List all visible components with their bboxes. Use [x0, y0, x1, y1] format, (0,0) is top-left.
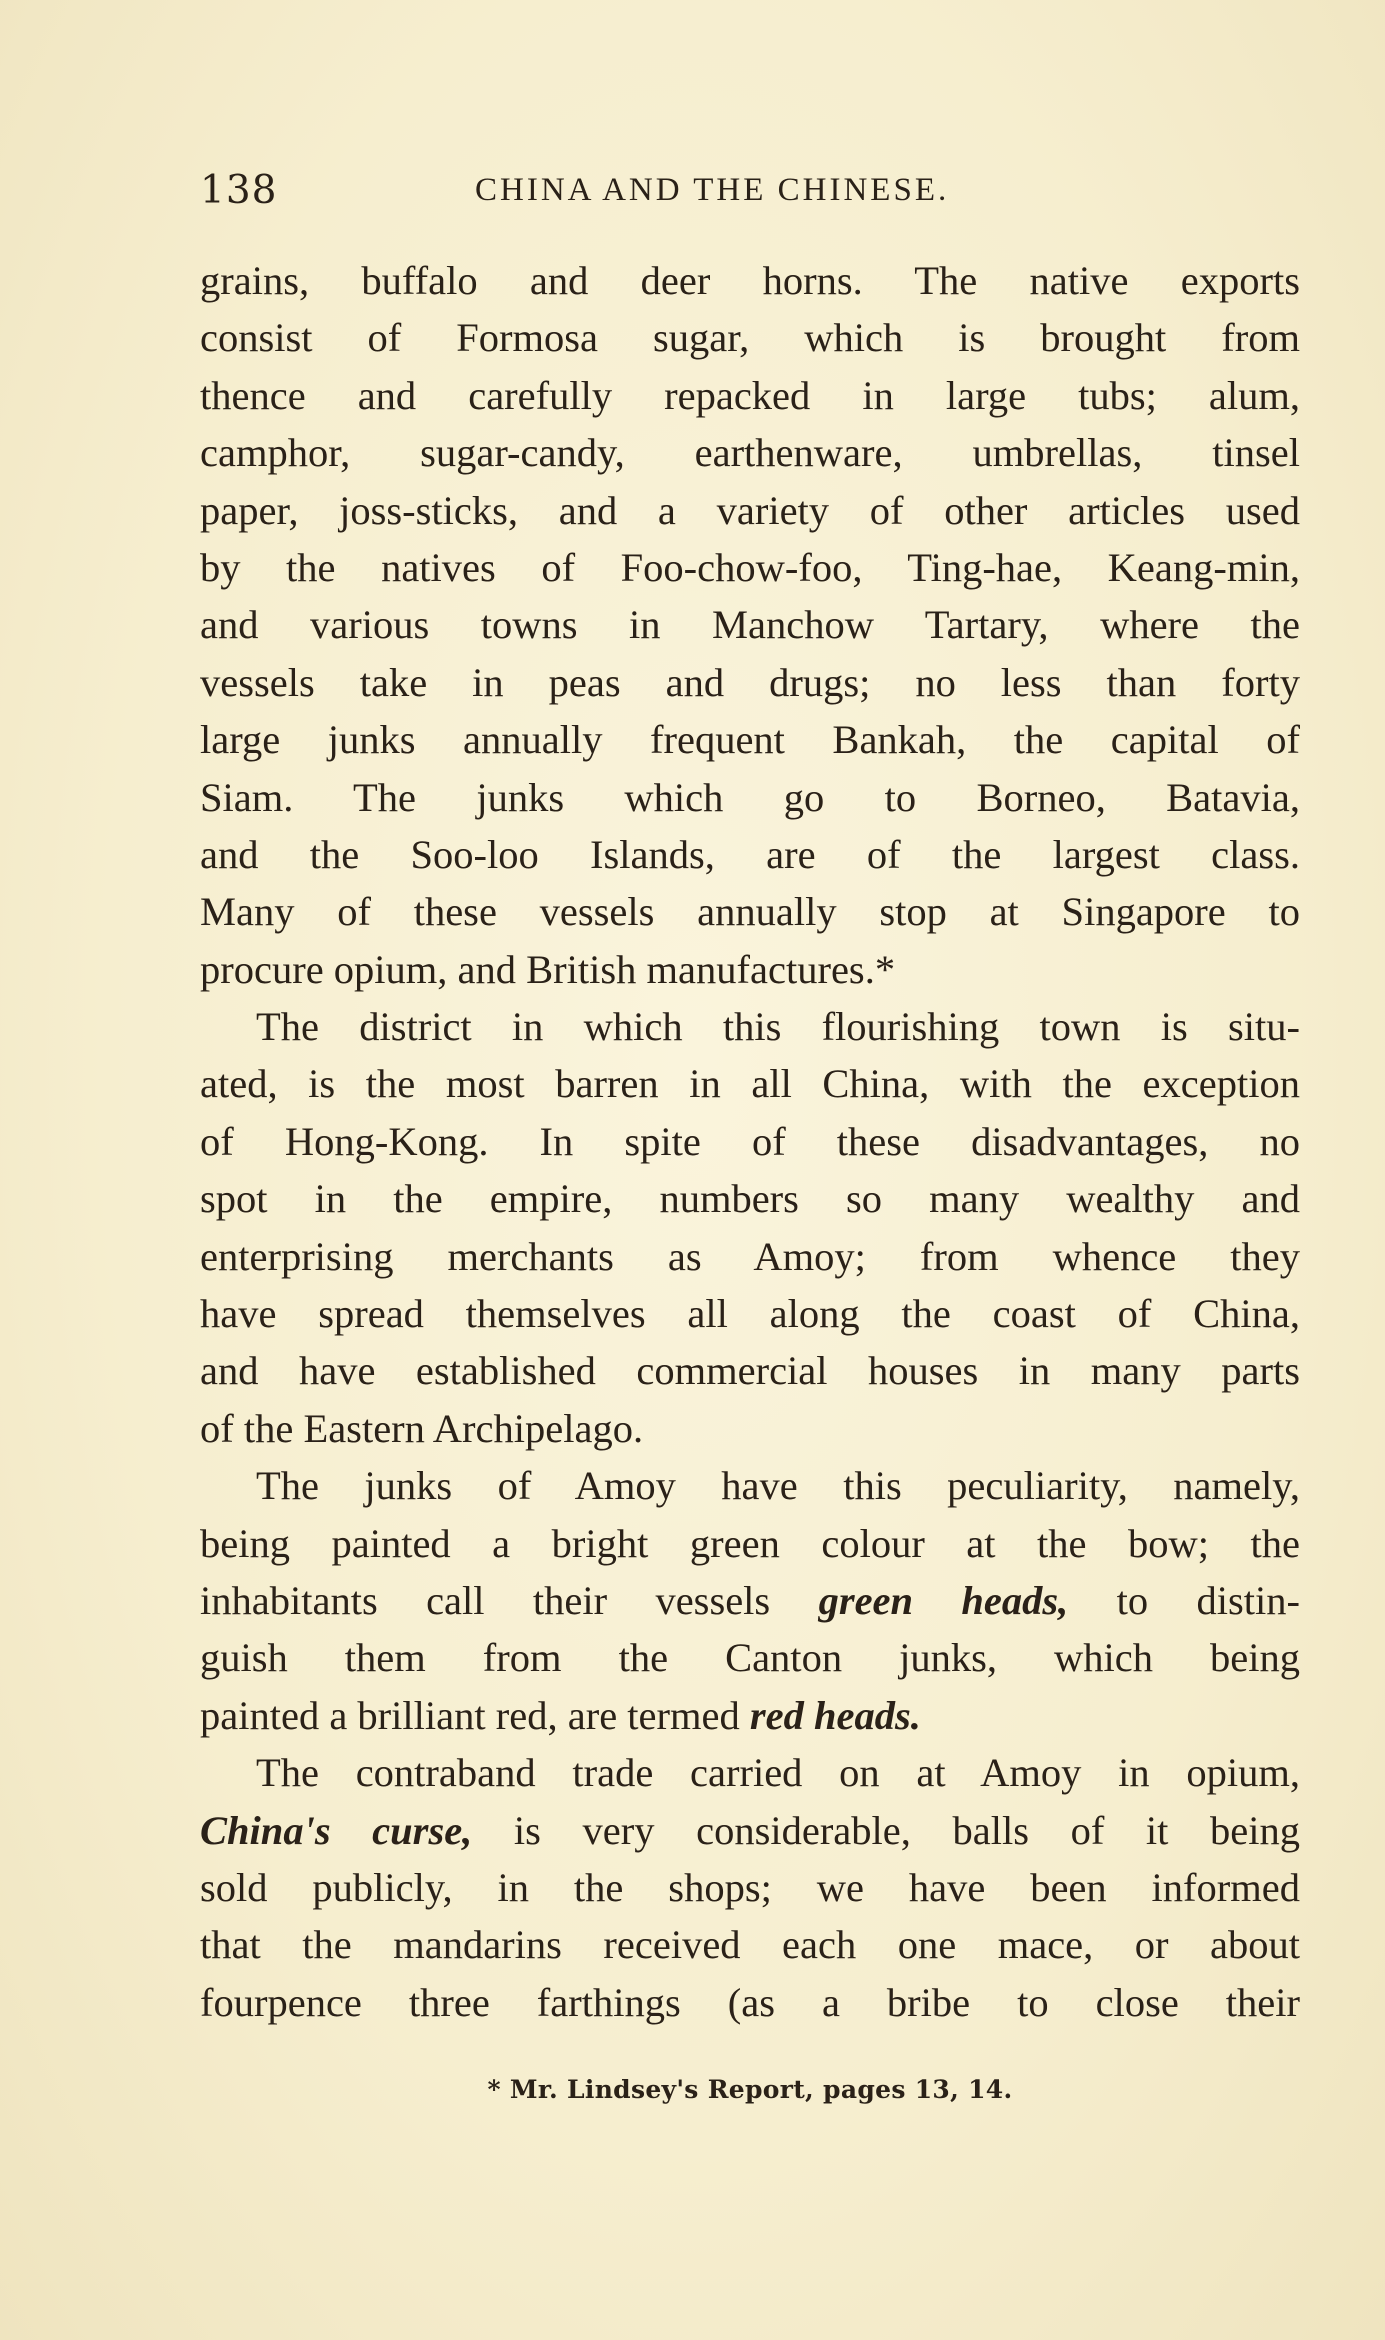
- italic-term: China's curse,: [200, 1807, 473, 1853]
- text-line: thence and carefully repacked in large tubs; alum,: [200, 372, 1300, 418]
- text-line: [200, 1802, 1300, 1859]
- text-line: have spread themselves all along the coast of China,: [200, 1291, 1300, 1337]
- text-line: sold publicly, in the shops; we have been informed: [200, 1864, 1300, 1910]
- text-line: [200, 1572, 1300, 1629]
- text-line: by the natives of Foo-chow-foo, Ting-hae, Keang-min,: [200, 544, 1300, 590]
- text-line: that the mandarins received each one mace, or about: [200, 1922, 1300, 1968]
- body-text: [200, 252, 1300, 2031]
- text-line: fourpence three farthings (as a bribe to close their: [200, 1979, 1300, 2025]
- text-line: camphor, sugar-candy, earthenware, umbrellas, tinsel: [200, 430, 1300, 476]
- text-line: guish them from the Canton junks, which being: [200, 1635, 1300, 1681]
- running-title: CHINA AND THE CHINESE.: [475, 172, 950, 208]
- text-line: and various towns in Manchow Tartary, where the: [200, 602, 1300, 648]
- text-line: grains, buffalo and deer horns. The native exports: [200, 258, 1300, 303]
- paragraph-start-line: The district in which this flourishing town is situ-: [256, 1004, 1300, 1050]
- text-line: large junks annually frequent Bankah, the capital of: [200, 717, 1300, 763]
- footnote: * Mr. Lindsey's Report, pages 13, 14.: [487, 2075, 1013, 2104]
- text-line: [200, 1687, 1300, 1744]
- text-line: of the Eastern Archipelago.: [200, 1405, 644, 1451]
- text-line: being painted a bright green colour at the bow; the: [200, 1520, 1300, 1566]
- page-number: 138: [200, 168, 278, 213]
- italic-term: green heads,: [818, 1577, 1069, 1623]
- text-line: Many of these vessels annually stop at Singapore to: [200, 889, 1300, 935]
- text-line: paper, joss-sticks, and a variety of other articles used: [200, 487, 1300, 533]
- paragraph-start-line: The contraband trade carried on at Amoy in opium,: [256, 1750, 1300, 1796]
- paragraph-start-line: The junks of Amoy have this peculiarity, namely,: [256, 1463, 1300, 1509]
- text-line: and the Soo-loo Islands, are of the largest class.: [200, 831, 1300, 877]
- page-header: [200, 168, 1300, 218]
- italic-term: red heads.: [749, 1692, 921, 1738]
- text-line: of Hong-Kong. In spite of these disadvantages, no: [200, 1118, 1300, 1164]
- line-segment: is very considerable, balls of it being: [513, 1807, 1301, 1853]
- text-line: procure opium, and British manufactures.*: [200, 946, 896, 992]
- text-line: enterprising merchants as Amoy; from whence they: [200, 1233, 1300, 1279]
- text-line: spot in the empire, numbers so many wealthy and: [200, 1176, 1300, 1222]
- text-line: ated, is the most barren in all China, with the exception: [200, 1061, 1300, 1107]
- line-segment: to distin-: [1116, 1577, 1301, 1623]
- text-line: consist of Formosa sugar, which is brought from: [200, 315, 1300, 361]
- text-line: and have established commercial houses in many parts: [200, 1348, 1300, 1394]
- text-line: Siam. The junks which go to Borneo, Batavia,: [200, 774, 1300, 820]
- line-segment: inhabitants call their vessels: [200, 1577, 771, 1623]
- line-segment: painted a brilliant red, are termed: [200, 1692, 740, 1738]
- text-line: vessels take in peas and drugs; no less than forty: [200, 659, 1300, 705]
